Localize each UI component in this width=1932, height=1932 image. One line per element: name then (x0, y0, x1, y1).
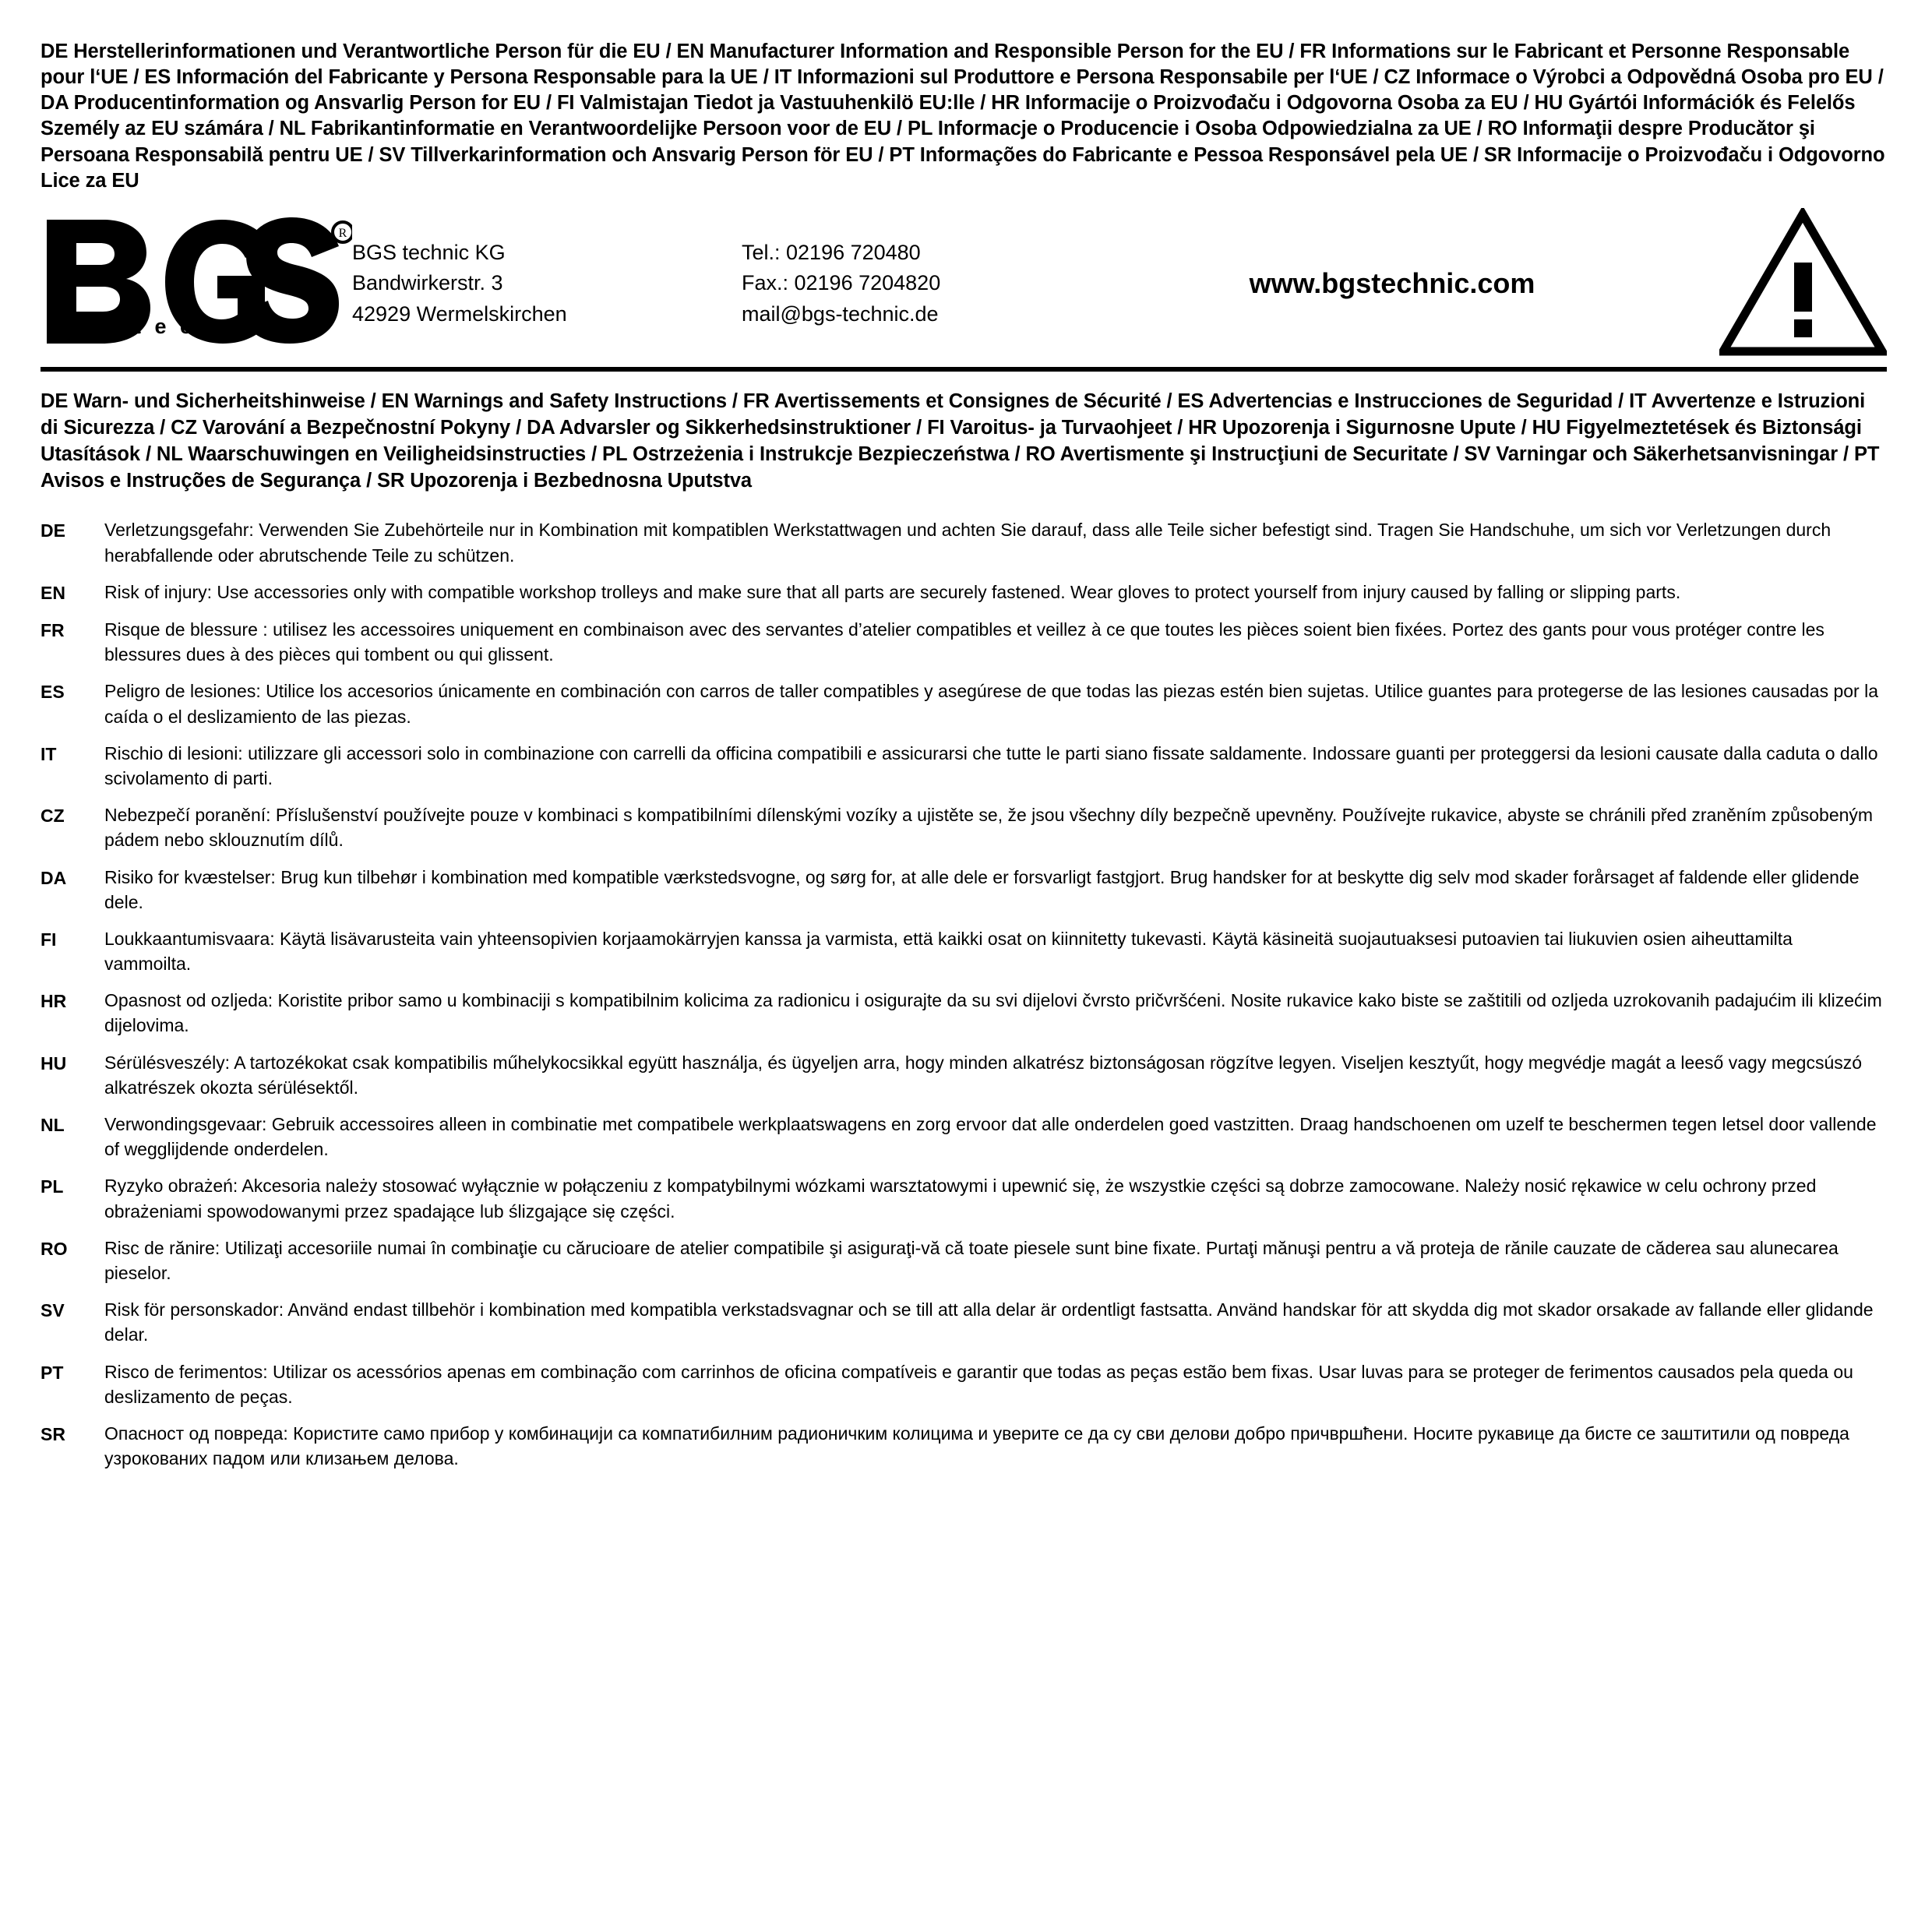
company-street: Bandwirkerstr. 3 (352, 271, 503, 295)
language-code: FI (41, 929, 57, 950)
language-code: FR (41, 620, 65, 641)
language-text: Risk för personskador: Använd endast tillbehör i kombination med kompatibla verkstadsvagnar och se till att alla delar är ordentligt fastsatta. Använd handskar för att skydda dig mot skador orsakade av fallande eller glidande delar. (104, 1299, 1874, 1345)
language-text: Risco de ferimentos: Utilizar os acessórios apenas em combinação com carrinhos de oficina compatíveis e garantir que todas as peças estão bem fixas. Usar luvas para se proteger de ferimentos causados pela queda ou deslizamento de peças. (104, 1361, 1853, 1407)
list-item (41, 988, 1887, 1038)
language-code: ES (41, 682, 65, 703)
list-item (41, 926, 1887, 976)
language-text: Risiko for kvæstelser: Brug kun tilbehør i kombination med kompatible værkstedsvogne, og sørg for, at alle dele er forsvarligt fastgjort. Brug handsker for at beskytte dig selv mod skader forårsaget af faldende eller glidende dele. (104, 866, 1860, 912)
language-code: HR (41, 991, 67, 1012)
warnings-heading: DE Warn- und Sicherheitshinweise / EN Warnings and Safety Instructions / FR Avertissements et Consignes de Sécurité / ES Advertencias e Instrucciones de Seguridad / IT Avvertenze e Istruzioni di Sicurezza / CZ Varování a Bezpečnostní Pokyny / DA Advarsler og Sikkerhedsinstruktioner / FI Varoitus- ja Turvaohjeet / HR Upozorenja i Sigurnosne Upute / HU Figyelmeztetések és Biztonsági Utasítások / NL Waarschuwingen en Veiligheidsinstructies / PL Ostrzeżenia i Instrukcje Bezpieczeństwa / RO Avertismente şi Instrucţiuni de Securitate / SV Varningar och Säkerhetsanvisningar / PT Avisos e Instruções de Segurança / SR Upozorenja i Bezbednosna Uputstva (41, 390, 1880, 492)
language-code: PL (41, 1176, 64, 1197)
list-item (41, 1359, 1887, 1409)
language-text: Risc de rănire: Utilizaţi accesoriile numai în combinaţie cu cărucioare de atelier compatibile şi asiguraţi-vă că toate piesele sunt bine fixate. Purtaţi mănuşi pentru a vă proteja de rănile cauzate de căderea sau alunecarea pieselor. (104, 1237, 1839, 1283)
language-code: HU (41, 1052, 67, 1074)
language-code: DA (41, 867, 67, 888)
language-text: Nebezpečí poranění: Příslušenství používejte pouze v kombinaci s kompatibilními dílenskými vozíky a ujistěte se, že jsou všechny díly bezpečně upevněny. Používejte rukavice, abyste se chránili před zraněním způsobeným pádem nebo sklouznutím dílů. (104, 805, 1874, 851)
manufacturer-info-heading: DE Herstellerinformationen und Verantwortliche Person für die EU / EN Manufacturer Information and Responsible Person for the EU / FR Informations sur le Fabricant et Personne Responsable pour l‘UE / ES Información del Fabricante y Persona Responsable para la UE / IT Informazioni sul Produttore e Persona Responsabile per l‘UE / CZ Informace o Výrobci a Odpovědná Osoba pro EU / DA Producentinformation og Ansvarlig Person for EU / FI Valmistajan Tiedot ja Vastuuhenkilö EU:lle / HR Informacije o Proizvođaču i Odgovorna Osoba za EU / HU Gyártói Információk és Felelős Személy az EU számára / NL Fabrikantinformatie en Verantwoordelijke Persoon voor de EU / PL Informacje o Producencie i Osoba Odpowiedzialna za UE / RO Informaţii despre Producător şi Persoana Responsabilă pentru UE / SV Tillverkarinformation och Ansvarig Person för EU / PT Informações do Fabricante e Pessoa Responsável pela UE / SR Informacije o Proizvođaču i Odgovorno Lice za EU (41, 41, 1885, 192)
language-text: Verwondingsgevaar: Gebruik accessoires alleen in combinatie met compatibele werkplaatswagens en zorg ervoor dat alle onderdelen goed vastzitten. Draag handschoenen om uzelf te beschermen tegen letsel door vallende of wegglijdende onderdelen. (104, 1114, 1877, 1160)
company-fax: Fax.: 02196 7204820 (742, 271, 941, 295)
language-text: Peligro de lesiones: Utilice los accesorios únicamente en combinación con carros de taller compatibles y asegúrese de que todas las piezas estén bien sujetas. Utilice guantes para protegerse de las lesiones causadas por la caída o el deslizamiento de las piezas. (104, 681, 1879, 727)
language-text: Risque de blessure : utilisez les accessoires uniquement en combinaison avec des servantes d’atelier compatibles et veillez à ce que toutes les pièces soient bien fixées. Portez des gants pour vous protéger contre les blessures dues à des pièces qui tombent ou qui glissent. (104, 619, 1824, 665)
list-item (41, 802, 1887, 852)
list-item (41, 517, 1887, 567)
bgs-logo (41, 213, 352, 350)
list-item (41, 617, 1887, 667)
list-item (41, 741, 1887, 791)
list-item (41, 1112, 1887, 1162)
language-text: Loukkaantumisvaara: Käytä lisävarusteita vain yhteensopivien korjaamokärryjen kanssa ja varmista, että kaikki osat on kiinnitetty tukevasti. Käytä käsineitä suojautuaksesi putoavien tai liukuvien osien aiheuttamilta vammoilta. (104, 928, 1793, 975)
company-telephone: Tel.: 02196 720480 (742, 240, 921, 264)
language-code: EN (41, 582, 65, 603)
list-item (41, 865, 1887, 915)
language-text: Verletzungsgefahr: Verwenden Sie Zubehörteile nur in Kombination mit kompatiblen Werkstattwagen und achten Sie darauf, dass alle Teile sicher befestigt sind. Tragen Sie Handschuhe, um sich vor Verletzungen durch herabfallende oder abrutschende Teile zu schützen. (104, 520, 1832, 566)
svg-text:R: R (338, 227, 347, 241)
language-text: Opasnost od ozljeda: Koristite pribor samo u kombinaciji s kompatibilnim kolicima za radionicu i osigurajte da su svi dijelovi čvrsto pričvršćeni. Nosite rukavice kako biste se zaštitili od ozljeda uzrokovanih padajućim ili klizećim dijelovima. (104, 990, 1882, 1036)
language-code: SV (41, 1300, 65, 1321)
language-warning-list (41, 517, 1887, 1471)
company-contact (742, 234, 1077, 330)
warning-triangle-graphic (1719, 208, 1887, 356)
list-item (41, 1173, 1887, 1223)
list-item (41, 1421, 1887, 1471)
company-email[interactable]: mail@bgs-technic.de (742, 301, 939, 326)
company-city: 42929 Wermelskirchen (352, 301, 567, 326)
language-code: NL (41, 1115, 65, 1136)
list-item (41, 1050, 1887, 1100)
language-code: PT (41, 1362, 64, 1383)
language-code: IT (41, 743, 57, 764)
list-item (41, 1297, 1887, 1347)
language-code: RO (41, 1238, 68, 1259)
company-name: BGS technic KG (352, 240, 506, 264)
language-text: Rischio di lesioni: utilizzare gli accessori solo in combinazione con carrelli da officina compatibili e assicurarsi che tutte le parti siano fissate saldamente. Indossare guanti per proteggersi da lesioni causate dalla caduta o dallo scivolamento di parti. (104, 742, 1878, 788)
company-info-band (41, 208, 1887, 372)
language-text: Ryzyko obrażeń: Akcesoria należy stosować wyłącznie w połączeniu z kompatybilnymi wózkami warsztatowymi i upewnić się, że wszystkie części są dobrze zamocowane. Należy nosić rękawice w celu ochrony przed obrażeniami spowodowanymi przez spadające lub ślizgające się części. (104, 1176, 1817, 1222)
warning-triangle-icon (1708, 208, 1887, 356)
list-item (41, 679, 1887, 728)
list-item (41, 580, 1887, 605)
language-text: Sérülésveszély: A tartozékokat csak kompatibilis műhelykocsikkal együtt használja, és ügyeljen arra, hogy minden alkatrész biztonságosan rögzítve legyen. Viseljen kesztyűt, hogy megvédje magát a leeső vagy megcsúszó alkatrészek okozta sérülésektől. (104, 1052, 1863, 1098)
bgs-logo-subtext: t e c h n i c (134, 315, 294, 339)
language-text: Опасност од повреда: Користите само прибор у комбинацији са компатибилним радионичким колицима и уверите се да су сви делови добро причвршћени. Носите рукавице да бисте се заштитили од повреда узрокованих падом или клизањем делова. (104, 1423, 1849, 1469)
language-text: Risk of injury: Use accessories only with compatible workshop trolleys and make sure that all parts are securely fastened. Wear gloves to protect yourself from injury caused by falling or slipping parts. (104, 581, 1681, 602)
list-item (41, 1236, 1887, 1285)
company-address (352, 234, 742, 330)
language-code: SR (41, 1423, 65, 1444)
language-code: CZ (41, 806, 65, 827)
language-code: DE (41, 520, 65, 541)
company-website[interactable]: www.bgstechnic.com (1249, 266, 1535, 299)
